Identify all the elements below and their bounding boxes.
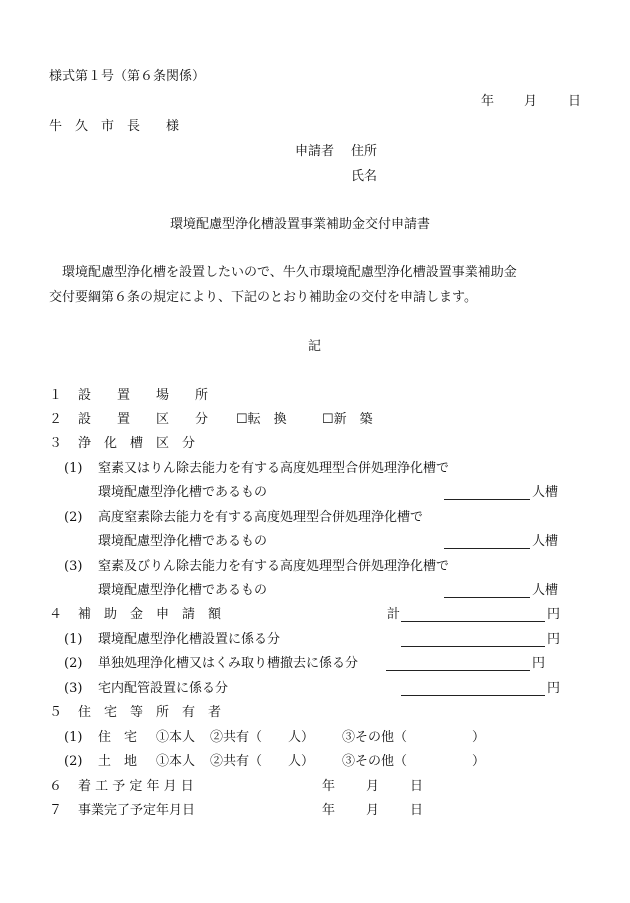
item-3-sub-3-number: (3)	[64, 559, 83, 574]
item-4-sub-3-unit: 円	[547, 681, 561, 696]
item-3-label: 浄 化 槽 区 分	[78, 436, 196, 451]
item-5-label: 住 宅 等 所 有 者	[78, 705, 222, 720]
item-7-label: 事業完了予定年月日	[78, 803, 196, 818]
applicant-label: 申請者	[295, 144, 335, 159]
item-1-label: 設 置 場 所	[78, 388, 209, 403]
option-new-build-checkbox[interactable]: ☐新 築	[322, 412, 373, 427]
body-line-2: 交付要綱第６条の規定により、下記のとおり補助金の交付を申請します。	[49, 290, 477, 305]
item-7-month: 月	[366, 803, 380, 818]
item-5-sub-1-option-other[interactable]: ③その他（ ）	[342, 730, 486, 745]
item-3-sub-3-blank[interactable]	[444, 597, 530, 598]
item-3-sub-2-number: (2)	[64, 510, 83, 525]
item-4-sub-1-blank[interactable]	[401, 646, 545, 647]
document-title: 環境配慮型浄化槽設置事業補助金交付申請書	[170, 217, 431, 232]
item-4-sub-2-blank[interactable]	[386, 670, 530, 671]
item-3-sub-1-line-1: 窒素又はりん除去能力を有する高度処理型合併処理浄化槽で	[98, 461, 450, 476]
item-3-sub-3-unit: 人槽	[532, 583, 559, 598]
item-1-number: １	[49, 388, 63, 403]
item-6-label: 着 工 予 定 年 月 日	[78, 779, 194, 794]
item-5-sub-2-number: (2)	[64, 754, 83, 769]
form-number: 様式第１号（第６条関係）	[49, 69, 206, 84]
item-2-number: ２	[49, 412, 63, 427]
item-3-sub-3-line-2: 環境配慮型浄化槽であるもの	[98, 583, 268, 598]
date-day: 日	[568, 94, 582, 109]
option-conversion-checkbox[interactable]: ☐転 換	[236, 412, 287, 427]
item-4-sub-3-number: (3)	[64, 681, 83, 696]
item-5-sub-2-option-shared[interactable]: ②共有（ 人）	[210, 754, 315, 769]
item-4-sub-1-label: 環境配慮型浄化槽設置に係る分	[98, 632, 281, 647]
addressee: 牛 久 市 長 様	[49, 119, 180, 134]
item-2-label: 設 置 区 分	[78, 412, 209, 427]
item-5-sub-1-label: 住 宅	[98, 730, 138, 745]
item-4-sub-2-number: (2)	[64, 656, 83, 671]
item-5-sub-1-number: (1)	[64, 730, 83, 745]
item-7-day: 日	[410, 803, 424, 818]
item-3-number: ３	[49, 436, 63, 451]
name-label: 氏名	[351, 169, 378, 184]
item-5-sub-1-option-shared[interactable]: ②共有（ 人）	[210, 730, 315, 745]
item-3-sub-3-line-1: 窒素及びりん除去能力を有する高度処理型合併処理浄化槽で	[98, 559, 450, 574]
item-4-number: ４	[49, 607, 63, 622]
item-5-sub-1-option-self[interactable]: ①本人	[156, 730, 196, 745]
item-3-sub-2-blank[interactable]	[444, 548, 530, 549]
item-3-sub-2-line-2: 環境配慮型浄化槽であるもの	[98, 534, 268, 549]
item-4-sub-3-label: 宅内配管設置に係る分	[98, 681, 229, 696]
item-4-sub-1-unit: 円	[547, 632, 561, 647]
item-4-total-unit: 円	[547, 607, 561, 622]
item-3-sub-1-blank[interactable]	[444, 499, 530, 500]
item-7-number: ７	[49, 803, 63, 818]
address-label: 住所	[351, 144, 378, 159]
body-line-1: 環境配慮型浄化槽を設置したいので、牛久市環境配慮型浄化槽設置事業補助金	[49, 265, 517, 280]
item-6-day: 日	[410, 779, 424, 794]
item-4-sub-3-blank[interactable]	[401, 695, 545, 696]
item-6-month: 月	[366, 779, 380, 794]
item-6-year: 年	[322, 779, 336, 794]
item-5-sub-2-option-other[interactable]: ③その他（ ）	[342, 754, 486, 769]
item-3-sub-1-number: (1)	[64, 461, 83, 476]
ki-heading: 記	[308, 339, 322, 354]
item-4-total-blank[interactable]	[401, 621, 545, 622]
item-3-sub-1-line-2: 環境配慮型浄化槽であるもの	[98, 485, 268, 500]
item-4-sub-2-unit: 円	[532, 656, 546, 671]
item-3-sub-2-unit: 人槽	[532, 534, 559, 549]
item-4-total-label: 計	[387, 607, 401, 622]
date-month: 月	[524, 94, 538, 109]
item-6-number: ６	[49, 779, 63, 794]
item-5-sub-2-label: 土 地	[98, 754, 138, 769]
item-5-sub-2-option-self[interactable]: ①本人	[156, 754, 196, 769]
item-4-label: 補 助 金 申 請 額	[78, 607, 222, 622]
item-3-sub-2-line-1: 高度窒素除去能力を有する高度処理型合併処理浄化槽で	[98, 510, 424, 525]
date-year: 年	[481, 94, 495, 109]
item-5-number: ５	[49, 705, 63, 720]
item-3-sub-1-unit: 人槽	[532, 485, 559, 500]
item-4-sub-1-number: (1)	[64, 632, 83, 647]
item-7-year: 年	[322, 803, 336, 818]
item-4-sub-2-label: 単独処理浄化槽又はくみ取り槽撤去に係る分	[98, 656, 359, 671]
